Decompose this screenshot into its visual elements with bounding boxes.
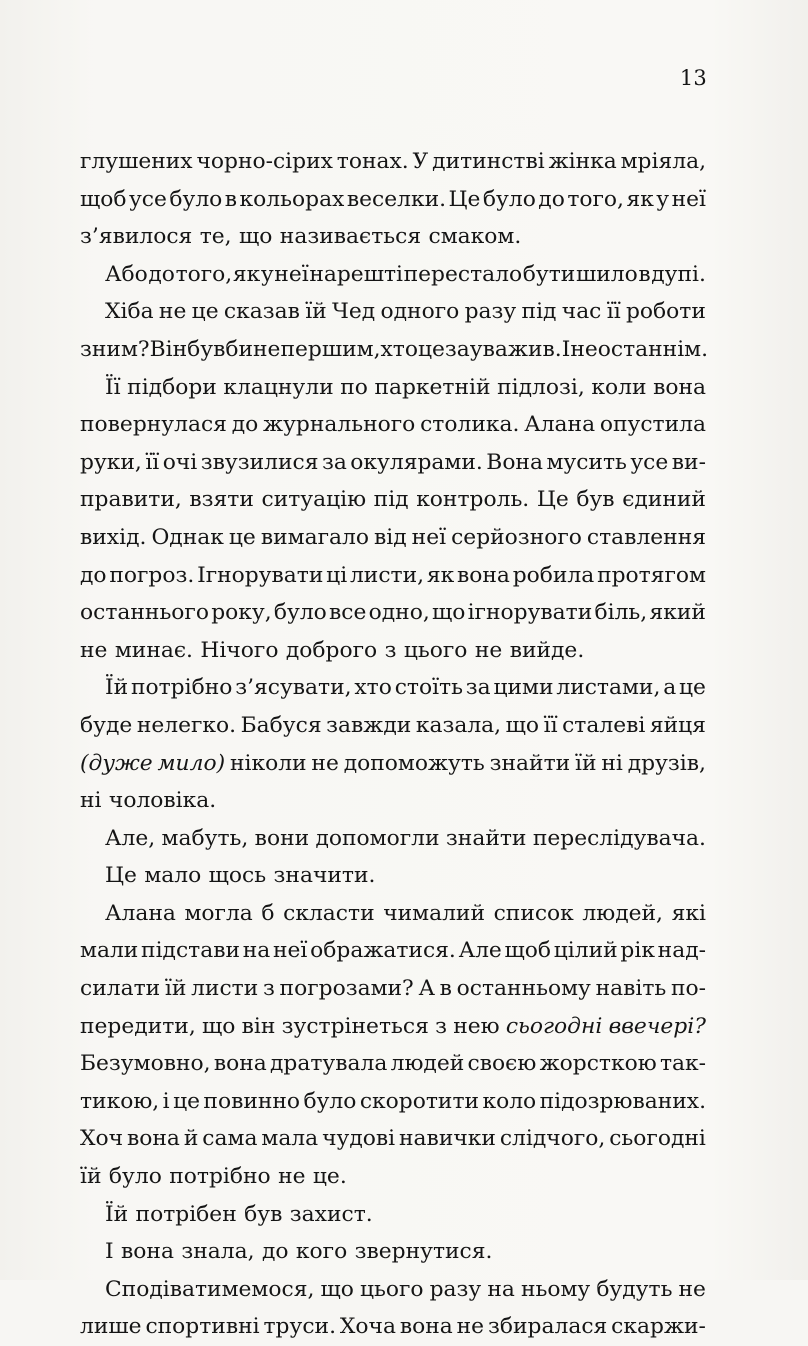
word: не [278,1164,306,1190]
word: людей, [582,900,663,926]
word: листи, [349,562,425,588]
text-line [80,857,706,895]
text-line [80,669,706,707]
word: ним? [91,336,150,362]
word: того, [567,186,624,212]
text-line [80,1308,706,1346]
text-line [80,1271,706,1309]
word: не [474,637,503,663]
word: було [273,600,327,626]
word: це [191,299,219,325]
word: Її [105,374,121,400]
word: не [311,750,339,776]
word: одного [380,299,460,325]
text-line [80,143,706,181]
word: і [162,1088,170,1114]
word: як [626,186,654,212]
word: листи [191,976,259,1002]
word: по [340,374,368,400]
word: їй [305,299,327,325]
word: погроз. [109,562,195,588]
word: до [80,562,107,588]
word: до [148,261,175,287]
word: не [80,637,108,663]
word: вони [254,825,310,851]
word: роботи [625,299,706,325]
word: очі [162,449,198,475]
word: Хоч [80,1126,124,1152]
word: тонах. [336,149,409,174]
word: І [561,336,571,362]
text-line [80,632,706,670]
word: силати [80,976,161,1002]
word: вийде. [509,637,585,663]
text-line [80,218,706,256]
word: єдиний [622,487,706,513]
word: контроль. [416,487,530,513]
word: потрібно [169,1164,271,1190]
word: те, [199,224,232,250]
word: останнього [80,600,209,626]
word: все [329,600,367,626]
word: ні [601,750,623,776]
word: скаржи- [611,1314,706,1340]
word: би [225,336,254,362]
word: з [384,637,397,663]
word: Але [458,938,502,964]
word: сказав [223,299,300,325]
word: тикою, [80,1088,160,1114]
word: вона [126,1126,180,1152]
word: листами, [556,675,661,701]
word: цілий [553,938,618,964]
word: повернулася [80,412,227,438]
word: яйця [649,712,706,738]
word: мала [261,1126,319,1152]
word: шило [575,261,638,287]
word: останнім. [597,336,709,362]
word: цими [493,675,554,701]
word: нелегко. [136,712,237,738]
word: це [173,1088,200,1114]
word: ні [80,788,102,814]
word: паркетній [374,374,491,400]
word: Або [105,261,148,287]
word: Їй [105,1201,129,1227]
word: правити, [80,487,182,513]
word: казала, [415,712,502,738]
word: було [169,186,223,212]
body-text [80,143,709,1346]
word: а [663,675,677,701]
word: з [435,1013,447,1039]
word: цього [403,637,468,663]
word: по- [670,976,706,1002]
word: підлозі, [497,374,585,400]
word: Їй [105,675,129,701]
word: не [253,336,281,362]
word: Однак [151,524,224,550]
text-line [80,181,706,219]
text-line [80,1083,706,1121]
word: й [183,1126,199,1152]
word: у [656,186,670,212]
text-line [80,970,706,1008]
word: звернутися. [354,1239,493,1265]
word: ніколи [229,750,307,776]
word: смаком. [428,224,522,250]
word: який [649,600,706,626]
word: її [543,712,558,738]
word: дупі. [651,261,706,287]
word: що [239,224,273,250]
word: до [538,186,565,212]
word: скоротити [359,1088,480,1114]
word: Нічого [200,637,279,663]
word: Вона [486,449,543,475]
word: Ігнорувати [197,562,324,588]
word: окулярами. [350,449,483,475]
word: під [521,299,557,325]
word: лише [80,1314,142,1340]
word: знала, [181,1239,255,1265]
word: її [145,449,160,475]
word: спортивні [145,1314,260,1340]
word: протягом [597,562,706,588]
word: Це [448,186,481,212]
word: не [570,336,598,362]
word: Хіба [105,299,154,325]
word: І [105,1239,114,1265]
word: це [418,336,445,362]
word: дратувала [269,1051,388,1077]
word: потрібен [135,1201,237,1227]
word: руки, [80,449,142,475]
word: могла [184,900,253,926]
text-line [80,594,706,632]
word: жорсткою [539,1051,657,1077]
word: з [262,976,275,1002]
page-number: 13 [679,66,707,90]
word: з’ясувати, [235,675,352,701]
word: їй [164,976,187,1002]
word: захист. [289,1201,373,1227]
word: він [241,1013,276,1039]
word: у [260,261,274,287]
word: перестало [403,261,523,287]
word: кого [295,1239,348,1265]
word: з [80,336,92,362]
word: друзів, [627,750,706,776]
word: того, [175,261,233,287]
word: ситуацію [261,487,367,513]
word: столика. [420,412,520,438]
word: жінка [548,149,617,174]
word: будуть [596,1276,673,1302]
word: зауважив. [444,336,562,362]
word: Але, [105,825,156,851]
word: підбори [127,374,217,400]
word: серйозного [451,524,582,550]
word: одно, [368,600,430,626]
word: так- [659,1051,706,1077]
word: повинно [203,1088,301,1114]
word: вихід. [80,524,147,550]
word: мабуть, [161,825,249,851]
word: опустила [599,412,706,438]
word: (дуже [80,750,153,776]
word: був [244,1201,283,1227]
word: потрібно [130,675,233,701]
word: цього [359,1276,424,1302]
word: що [201,1013,236,1039]
word: це. [312,1164,347,1190]
word: Чед [332,299,376,325]
word: труси. [263,1314,337,1340]
word: усе [128,186,167,212]
word: ставлення [586,524,706,550]
word: Бабуся [240,712,322,738]
word: сьогодні [609,1126,706,1152]
word: хто [380,336,418,362]
word: було [303,1088,357,1114]
word: в [224,186,238,212]
word: як [232,261,261,287]
word: Хоча [339,1314,396,1340]
word: це [228,524,256,550]
word: було [482,186,536,212]
word: сама [202,1126,258,1152]
text-line [80,1233,706,1271]
word: біль, [594,600,648,626]
word: ви- [671,449,706,475]
word: її [606,299,621,325]
word: вона [213,1051,267,1077]
word: першим, [280,336,381,362]
word: коло [482,1088,537,1114]
word: завжди [326,712,412,738]
word: погрозами? [279,976,414,1002]
word: веселки. [346,186,447,212]
word: вимагало [260,524,369,550]
word: допоможуть [343,750,485,776]
word: Він [149,336,188,362]
word: дитинстві [432,149,545,174]
word: був [576,487,615,513]
word: своєю [467,1051,537,1077]
word: звузилися [200,449,319,475]
word: до [231,412,259,438]
word: мали [80,938,139,964]
text-line [80,932,706,970]
text-line [80,1008,706,1046]
word: рік [620,938,655,964]
word: як [426,562,455,588]
text-line [80,444,706,482]
word: за [321,449,347,475]
word: на [242,938,271,964]
word: А [418,976,435,1002]
text-line [80,1120,706,1158]
word: мало [144,863,202,889]
word: сьогодні [505,1013,603,1039]
text-line [80,331,709,369]
word: не [678,1276,706,1302]
text-line [80,481,706,519]
word: які [671,900,706,926]
word: минає. [114,637,193,663]
word: нею [453,1013,500,1039]
word: не [456,1314,485,1340]
text-line [80,557,706,595]
word: Це [105,863,137,889]
text-line [80,369,706,407]
word: було [108,1164,162,1190]
word: щоб [80,186,127,212]
word: знайти [445,825,527,851]
word: що [505,712,540,738]
text-line [80,895,706,933]
word: скласти [283,900,375,926]
word: Алана [524,412,596,438]
word: допомогли [315,825,440,851]
word: Алана [105,900,176,926]
word: ігнорувати [467,600,593,626]
word: сталеві [562,712,646,738]
word: разу [429,1276,482,1302]
word: хто [354,675,392,701]
word: разу [464,299,517,325]
word: навіть [595,976,667,1002]
word: вона [457,562,510,588]
word: усе [630,449,669,475]
text-line [80,782,706,820]
word: не [158,299,187,325]
word: буде [80,712,133,738]
word: Безумовно, [80,1051,211,1077]
word: року, [211,600,272,626]
word: в [439,976,452,1002]
word: щось [208,863,267,889]
word: був [187,336,226,362]
word: під [373,487,409,513]
word: мило) [157,750,226,776]
word: мусить [546,449,627,475]
word: чоловіка. [108,788,217,814]
word: навички [399,1126,496,1152]
word: чималий [383,900,485,926]
word: бути [522,261,576,287]
word: за [465,675,491,701]
text-line [80,1196,706,1234]
word: вона [399,1314,453,1340]
word: ображатися. [310,938,456,964]
word: в [638,261,651,287]
word: ці [326,562,348,588]
word: з’явилося [80,224,193,250]
word: глушених [80,149,193,174]
word: їй [575,750,597,776]
word: над- [657,938,706,964]
word: клацнули [223,374,334,400]
word: неї [274,261,309,287]
word: це [679,675,706,701]
text-line [80,293,706,331]
word: останньому [456,976,591,1002]
word: ввечері? [608,1013,706,1039]
word: слідчого, [499,1126,606,1152]
word: неї [671,186,706,212]
word: збиралася [487,1314,608,1340]
word: підстави [141,938,241,964]
word: на [487,1276,515,1302]
word: У [412,149,429,174]
word: список [493,900,574,926]
word: неї [411,524,447,550]
word: б [261,900,275,926]
word: час [561,299,602,325]
text-line [80,256,706,294]
word: переслідувача. [532,825,706,851]
word: неї [273,938,308,964]
word: від [373,524,407,550]
word: значити. [273,863,376,889]
word: ньому [520,1276,591,1302]
word: журнального [263,412,416,438]
word: взяти [189,487,254,513]
text-line [80,519,706,557]
text-line [80,1045,706,1083]
word: робила [512,562,595,588]
word: Це [536,487,569,513]
word: чудові [322,1126,396,1152]
word: зустрінеться [281,1013,429,1039]
word: мріяла, [620,149,706,174]
word: до [261,1239,289,1265]
word: що [431,600,466,626]
word: коли [591,374,647,400]
word: що [320,1276,354,1302]
word: чорно-сірих [196,149,333,174]
word: нарешті [309,261,403,287]
word: вона [121,1239,174,1265]
word: стоїть [394,675,463,701]
word: знайти [489,750,571,776]
word: людей [390,1051,465,1077]
word: Сподіватимемося, [105,1276,315,1302]
word: щоб [504,938,552,964]
text-line [80,745,706,783]
word: їй [80,1164,102,1190]
word: доброго [285,637,378,663]
word: підозрюваних. [539,1088,706,1114]
text-line [80,406,706,444]
word: вона [653,374,706,400]
word: передити, [80,1013,196,1039]
word: кольорах [239,186,345,212]
text-line [80,1158,706,1196]
text-line [80,707,706,745]
word: називається [279,224,422,250]
text-line [80,820,706,858]
